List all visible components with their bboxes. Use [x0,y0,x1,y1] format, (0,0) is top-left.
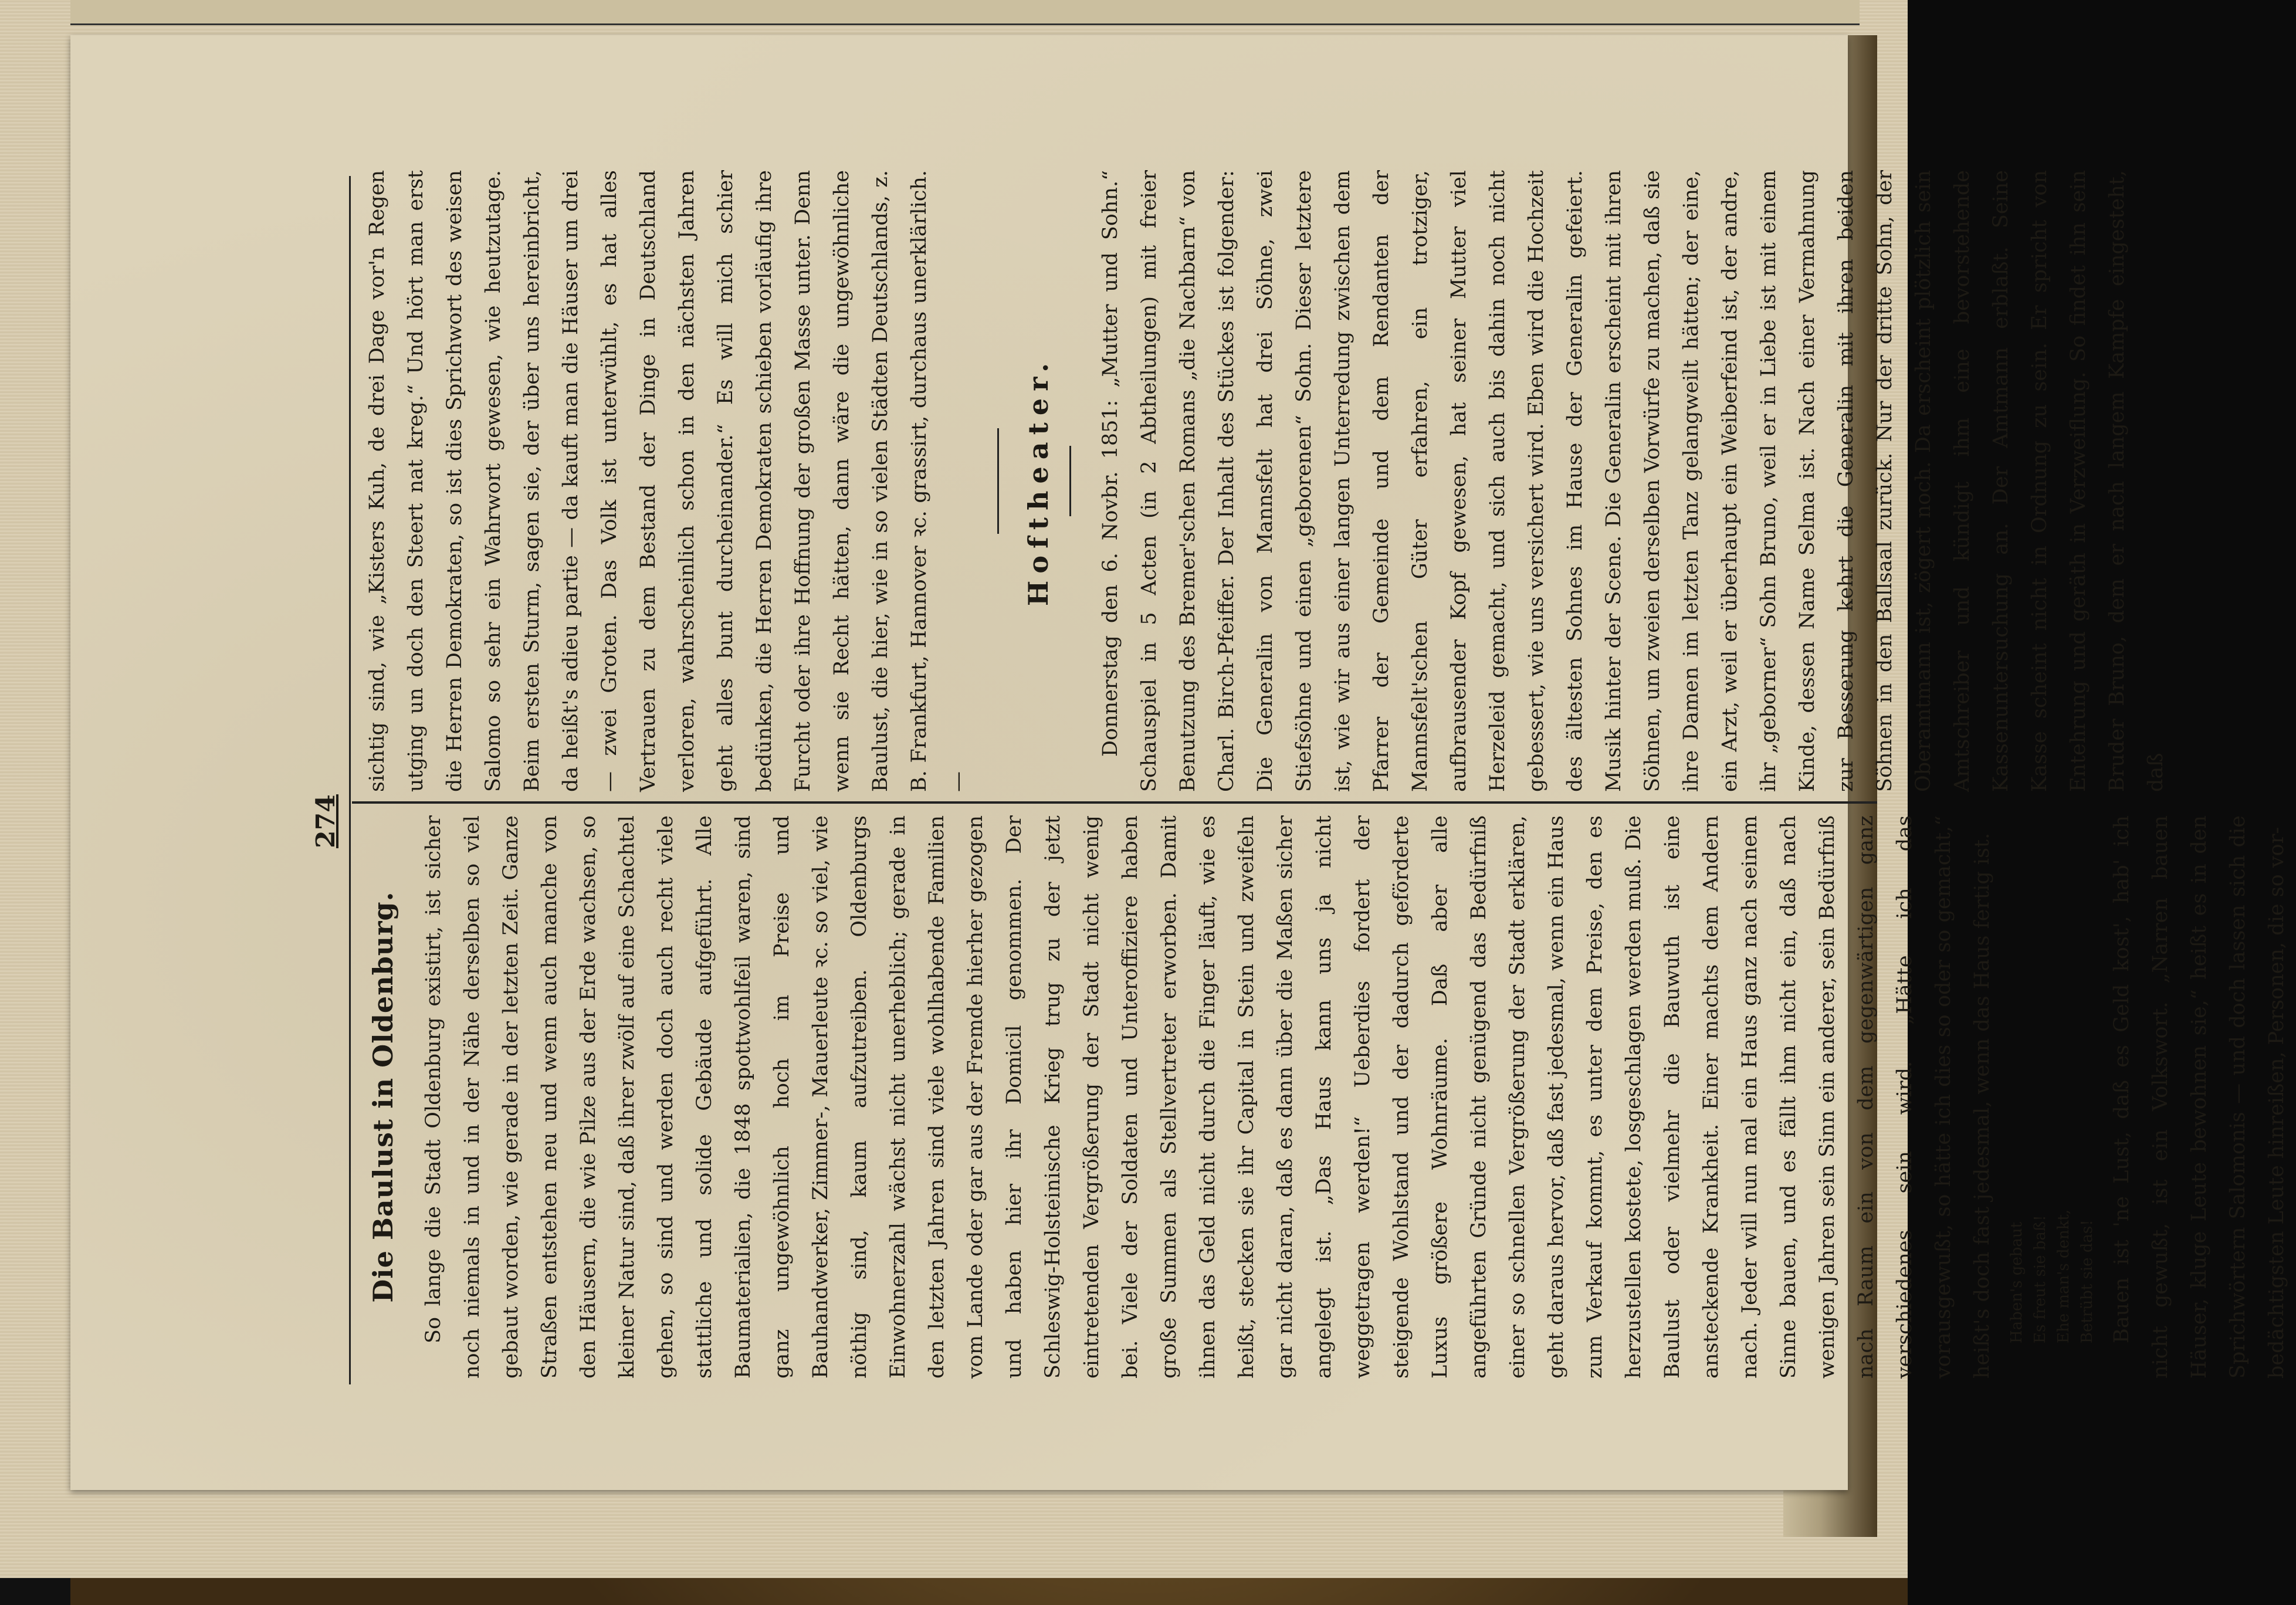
right-column [358,170,2168,792]
article-title-hoftheater: Hoftheater. [1022,355,1054,607]
verse-line: Es freut sie baß! [2031,1215,2049,1343]
title-underline [1069,446,1071,516]
article-paragraph: Donnerstag den 6. Novbr. 1851: „Mutter und Sohn.“ Schauspiel in 5 Acten (in 2 Abtheilungen) mit freier Benutzung des Bremer'schen Romans „die Nachbarn“ von Charl. Birch-Pfeiffer. Der Inhalt des Stückes ist folgender: Die Generalin von Mannsfelt hat drei Söhne, zwei Stiefsöhne und einen „geborenen“ Sohn. Dieser letztere ist, wie wir aus einer langen Unterredung zwischen dem Pfarrer der Gemeinde und dem Rendanten der Mannsfelt'schen Güter erfahren, ein trotziger, aufbrausender Kopf gewesen, hat seiner Mutter viel Herzeleid gemacht, und sich auch bis dahin noch nicht gebessert, wie uns versichert wird. Eben wird die Hochzeit des ältesten Sohnes im Hause der Generalin gefeiert. Musik hinter der Scene. Die Generalin erscheint mit ihren Söhnen, um zweien derselben Vorwürfe zu machen, daß sie ihre Damen im letzten Tanz gelangweilt hätten; der eine, ein Arzt, weil er überhaupt ein Weiberfeind ist, der andre, ihr „geborner“ Sohn Bruno, weil er in Liebe ist mit einem Kinde, dessen Name Selma ist. Nach einer Vermahnung zur Besserung kehrt die Generalin mit ihren beiden Söhnen in den Ballsaal zurück. Nur der dritte Sohn, der Oberamtmann ist, zögert noch. Da erscheint plötzlich sein Amtschreiber und kündigt ihm eine bevorstehende Kassenuntersuchung an. Der Amtmann erblaßt. Seine Kasse scheint nicht in Ordnung zu sein. Er spricht von Entehrung und geräth in Verzweiflung. So findet ihn sein Bruder Bruno, dem er nach langem Kampfe eingesteht, daß [1099,170,2168,792]
article-title-baulust: Die Baulust in Oldenburg. [367,891,399,1303]
verse-line: Ehe man's denkt, [2055,1209,2073,1343]
left-column [358,815,2288,1379]
article-paragraph: So lange die Stadt Oldenburg existirt, ist sicher noch niemals in und in der Nähe derselben so viel gebaut worden, wie gerade in der letzten Zeit. Ganze Straßen entstehen neu und wenn auch manche von den Häusern, die wie Pilze aus der Erde wachsen, so kleiner Natur sind, daß ihrer zwölf auf eine Schachtel gehen, so sind und werden doch auch recht viele stattliche und solide Gebäude aufgeführt. Alle Baumaterialien, die 1848 spottwohlfeil waren, sind ganz ungewöhnlich hoch im Preise und Bauhandwerker, Zimmer-, Mauerleute ꝛc. so viel, wie nöthig sind, kaum aufzutreiben. Oldenburgs Einwohnerzahl wächst nicht unerheblich; gerade in den letzten Jahren sind viele wohlhabende Familien vom Lande oder gar aus der Fremde hierher gezogen und haben hier ihr Domicil genommen. Der Schleswig-Holsteinische Krieg trug zu der jetzt eintretenden Vergrößerung der Stadt nicht wenig bei. Viele der Soldaten und Unteroffiziere haben große Summen als Stellvertreter erworben. Damit ihnen das Geld nicht durch die Finger läuft, wie es heißt, stecken sie ihr Capital in Stein und zweifeln gar nicht daran, daß es dann über die Maßen sicher angelegt ist. „Das Haus kann uns ja nicht weggetragen werden!“ Ueberdies fordert der steigende Wohlstand und der dadurch geförderte Luxus größere Wohnräume. Daß aber alle angeführten Gründe nicht genügend das Bedürfniß einer so schnellen Vergrößerung der Stadt erklären, geht daraus hervor, daß fast jedesmal, wenn ein Haus zum Verkauf kommt, es unter dem Preise, den es herzustellen kostete, losgeschlagen werden muß. Die Baulust oder vielmehr die Bauwuth ist eine ansteckende Krankheit. Einer machts dem Andern nach. Jeder will nun mal ein Haus ganz nach seinem Sinne bauen, und es fällt ihm nicht ein, daß nach wenigen Jahren sein Sinn ein anderer, sein Bedürfniß nach Raum ein von dem gegenwärtigen ganz verschiedenes sein wird. „Hätte ich das vorausgewußt, so hätte ich dies so oder so gemacht,“ heißt's doch fast jedesmal, wenn das Haus fertig ist. [422,815,1994,1379]
section-separator [997,428,999,534]
column-divider [352,801,1877,804]
book-page [70,35,2288,1490]
verse-line: Betrübt sie das! [2078,1220,2096,1343]
article-paragraph-continued: sichtig sind, wie „Kisters Kuh, de drei Dage vor'n Regen utging un doch den Steert nat kreg.“ Und hört man erst die Herren Demokraten, so ist dies Sprichwort des weisen Salomo so sehr ein Wahrwort gewesen, wie heutzutage. Beim ersten Sturm, sagen sie, der über uns hereinbricht, da heißt's adieu partie — da kauft man die Häuser um drei — zwei Groten. Das Volk ist unterwühlt, es hat alles Vertrauen zu dem Bestand der Dinge in Deutschland verloren, wahrscheinlich schon in den nächsten Jahren geht alles bunt durcheinander.“ Es will mich schier bedünken, die Herren Demokraten schieben vorläufig ihre Furcht oder ihre Hoffnung der großen Masse unter. Denn wenn sie Recht hätten, dann wäre die ungewöhnliche Baulust, die hier, wie in so vielen Städten Deutschlands, z. B. Frankfurt, Hannover ꝛc. grassirt, durchaus unerklärlich. — [365,170,970,792]
rotated-page-content [141,70,2288,1525]
article-paragraph: Bauen ist 'ne Lust, daß es Geld kost', hab' ich nicht gewußt, ist ein Volkswort. „Narren bauen Häuser, kluge Leute bewohnen sie,“ heißt es in den Sprichwörtern Salomonis — und doch lassen sich die bedächtigsten Leute hinreißen, Personen, die so vor- [2110,815,2288,1379]
header-rule [349,176,351,1384]
verse-block [2005,815,2099,1343]
verse-line: Haben's gebaut [2008,1221,2026,1343]
previous-page-edge [70,0,1860,25]
page-number: 274 [311,794,341,848]
